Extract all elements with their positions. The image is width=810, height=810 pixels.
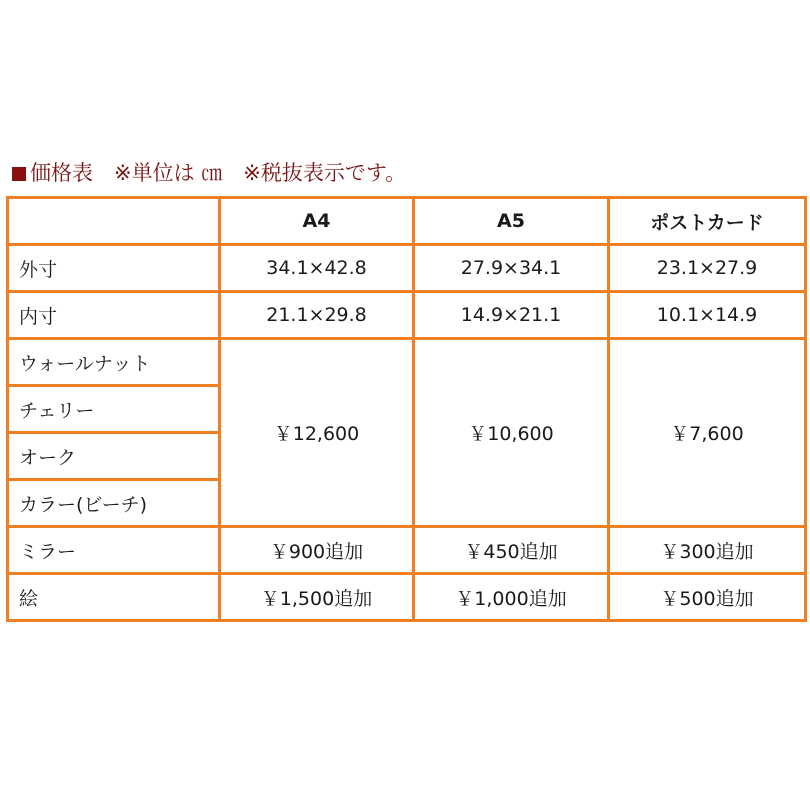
table-row [8,574,806,621]
mirror-price-a4: ￥900追加 [220,527,414,574]
frame-price-a5: ￥10,600 [414,339,609,527]
mirror-price-postcard: ￥300追加 [609,527,806,574]
header-a4: A4 [220,198,414,245]
header-a5: A5 [414,198,609,245]
row-label-walnut: ウォールナット [8,339,220,386]
picture-price-postcard: ￥500追加 [609,574,806,621]
inner-size-a5: 14.9×21.1 [414,292,609,339]
table-row [8,245,806,292]
inner-size-a4: 21.1×29.8 [220,292,414,339]
table-row [8,292,806,339]
header-corner-cell [8,198,220,245]
caption-text: 価格表 ※単位は ㎝ ※税抜表示です。 [30,161,407,185]
price-table-caption [12,158,406,188]
row-label-oak: オーク [8,433,220,480]
frame-price-postcard: ￥7,600 [609,339,806,527]
price-table [6,196,807,622]
outer-size-a4: 34.1×42.8 [220,245,414,292]
row-label-mirror: ミラー [8,527,220,574]
row-label-outer-size: 外寸 [8,245,220,292]
header-postcard: ポストカード [609,198,806,245]
frame-price-a4: ￥12,600 [220,339,414,527]
table-row [8,339,806,386]
picture-price-a4: ￥1,500追加 [220,574,414,621]
row-label-picture: 絵 [8,574,220,621]
inner-size-postcard: 10.1×14.9 [609,292,806,339]
header-row [8,198,806,245]
picture-price-a5: ￥1,000追加 [414,574,609,621]
table-row [8,527,806,574]
outer-size-postcard: 23.1×27.9 [609,245,806,292]
row-label-cherry: チェリー [8,386,220,433]
row-label-inner-size: 内寸 [8,292,220,339]
row-label-color-beech: カラー(ビーチ) [8,480,220,527]
outer-size-a5: 27.9×34.1 [414,245,609,292]
square-bullet-icon [12,167,26,181]
mirror-price-a5: ￥450追加 [414,527,609,574]
